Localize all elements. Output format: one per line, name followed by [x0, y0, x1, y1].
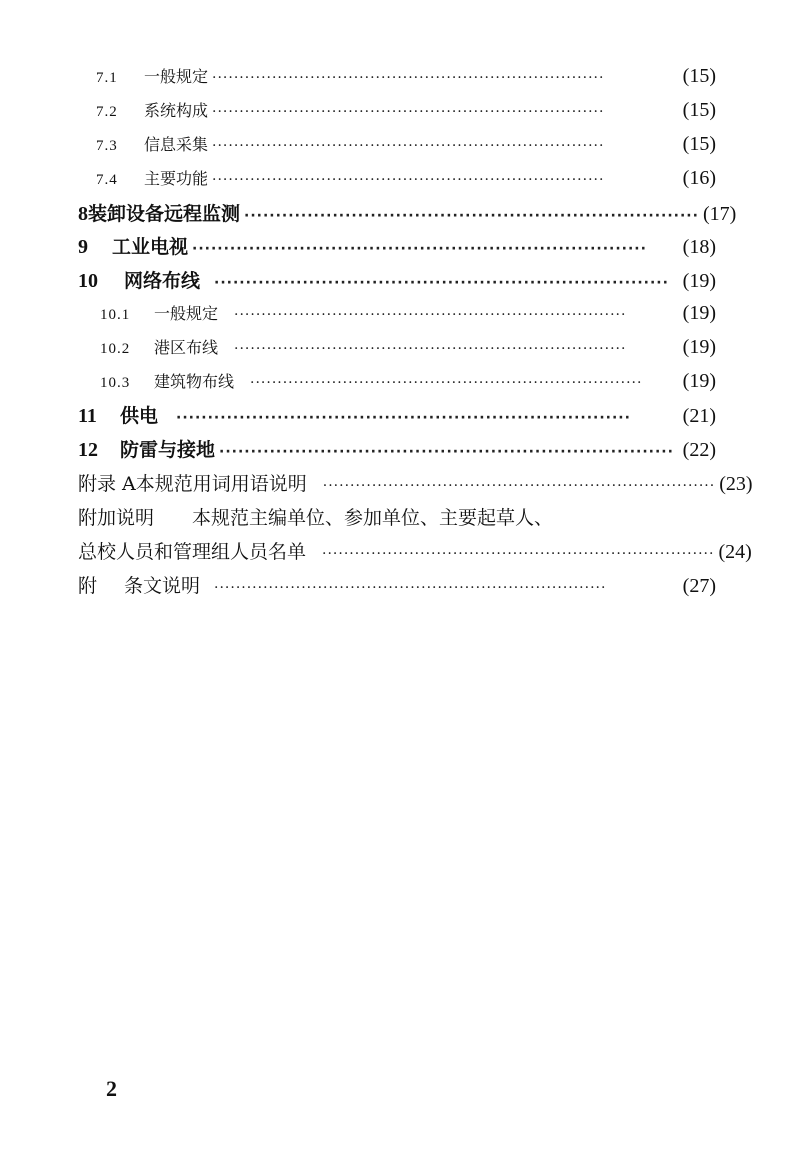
toc-leader-dots: ········································································: [322, 546, 715, 562]
toc-leader-dots: ········································································: [212, 70, 605, 86]
toc-entry-page: (19): [682, 336, 716, 358]
toc-leader-dots: ········································································: [322, 478, 716, 494]
toc-entry-title: 防雷与接地: [120, 439, 216, 461]
toc-leader-dots: ········································································: [234, 307, 627, 323]
toc-entry: [100, 301, 716, 329]
toc-entry: [96, 132, 716, 160]
toc-entry-number: 10: [78, 270, 98, 292]
toc-entry-page: (17): [702, 203, 737, 225]
toc-chapter-entry: [78, 266, 716, 294]
toc-leader-dots: ········································································: [192, 241, 647, 257]
toc-appendix-entry: [78, 571, 716, 599]
page-number: 2: [106, 1076, 117, 1101]
toc-entry-page: (24): [718, 541, 752, 563]
toc-leader-dots: ········································································: [212, 104, 605, 120]
toc-entry-number: 8: [78, 203, 88, 225]
toc-leader-dots: ········································································: [212, 138, 605, 154]
toc-appendix-entry-continued: [78, 537, 752, 565]
toc-entry-title: 本规范用词用语说明: [135, 473, 307, 495]
toc-entry-page: (27): [682, 575, 716, 597]
toc-entry-page: (19): [682, 270, 716, 292]
toc-entry: [100, 335, 716, 363]
toc-appendix-entry: [78, 503, 716, 531]
toc-entry-page: (19): [682, 370, 716, 392]
toc-chapter-entry: [78, 232, 716, 260]
toc-entry-number: 11: [78, 405, 97, 427]
toc-entry-page: (15): [682, 99, 716, 121]
toc-entry-number: 7.4: [96, 172, 118, 188]
toc-leader-dots: ········································································: [176, 410, 631, 426]
toc-entry-number: 9: [78, 236, 88, 258]
toc-entry-page: (18): [682, 236, 716, 258]
toc-chapter-entry: [78, 199, 737, 227]
toc-entry-number: 7.3: [96, 138, 118, 154]
toc-entry-number: 附录 A: [78, 473, 136, 495]
toc-chapter-entry: [78, 435, 716, 463]
toc-entry-title: 系统构成: [144, 101, 209, 120]
toc-entry-title: 一般规定: [144, 67, 209, 86]
toc-entry-page: (15): [682, 133, 716, 155]
toc-entry-number: 12: [78, 439, 98, 461]
toc-entry-page: (22): [682, 439, 716, 461]
toc-leader-dots: ········································································: [250, 375, 643, 391]
toc-entry-title: 港区布线: [154, 338, 219, 357]
toc-entry-page: (15): [682, 65, 716, 87]
toc-entry-title: 工业电视: [112, 236, 189, 258]
toc-leader-dots: ········································································: [244, 208, 699, 224]
toc-entry: [96, 64, 716, 92]
toc-entry: [96, 98, 716, 126]
toc-entry-title: 总校人员和管理组人员名单: [78, 541, 307, 563]
toc-leader-dots: ········································································: [212, 172, 605, 188]
toc-entry-number: 10.2: [100, 341, 131, 357]
toc-entry-number: 7.2: [96, 104, 118, 120]
toc-entry-page: (21): [682, 405, 716, 427]
toc-entry-title: 建筑物布线: [154, 372, 235, 391]
toc-entry-page: (19): [682, 302, 716, 324]
toc-entry-page: (23): [719, 473, 753, 495]
toc-chapter-entry: [78, 401, 716, 429]
toc-leader-dots: ········································································: [214, 275, 669, 291]
toc-leader-dots: ········································································: [214, 580, 607, 596]
toc-entry-number: 附: [78, 575, 98, 597]
toc-entry-title: 装卸设备远程监测: [88, 203, 241, 225]
toc-entry-number: 10.3: [100, 375, 131, 391]
toc-entry: [100, 369, 716, 397]
toc-appendix-entry: [78, 469, 753, 497]
toc-entry-title: 信息采集: [144, 135, 209, 154]
toc-entry-number: 附加说明: [78, 507, 155, 529]
toc-entry-title: 条文说明: [124, 575, 201, 597]
toc-entry-title: 本规范主编单位、参加单位、主要起草人、: [192, 507, 554, 529]
toc-entry-title: 一般规定: [154, 304, 219, 323]
toc-entry-number: 7.1: [96, 70, 118, 86]
toc-entry-number: 10.1: [100, 307, 131, 323]
toc-entry-title: 网络布线: [124, 270, 201, 292]
toc-leader-dots: ········································································: [219, 444, 674, 460]
toc-entry-title: 供电: [120, 405, 159, 427]
toc-entry: [96, 166, 716, 194]
toc-leader-dots: ········································································: [234, 341, 627, 357]
toc-entry-title: 主要功能: [144, 169, 209, 188]
toc-entry-page: (16): [682, 167, 716, 189]
